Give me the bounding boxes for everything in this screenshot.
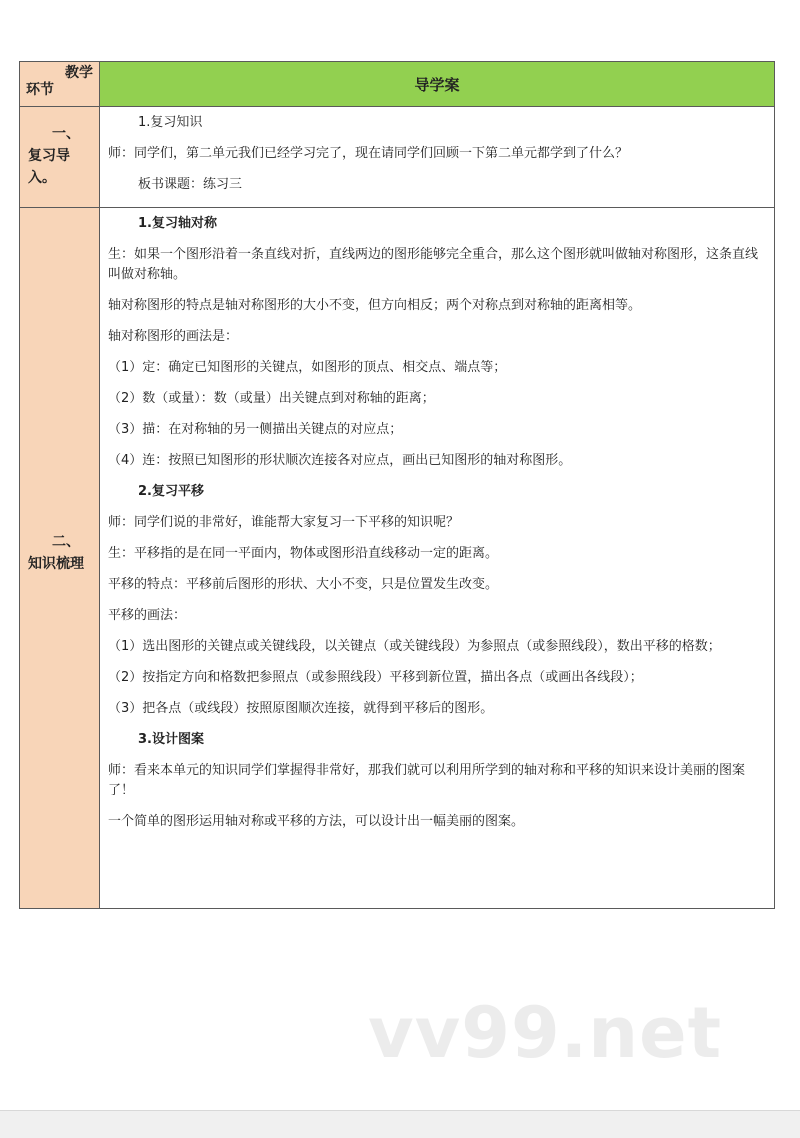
- section1-paragraph: 板书课题：练习三: [138, 177, 243, 192]
- section2-paragraph: 师：看来本单元的知识同学们掌握得非常好，那我们就可以利用所学到的轴对称和平移的知识来设计美丽的图案了！: [108, 763, 746, 798]
- subheading-translation: 2.复习平移: [138, 484, 204, 499]
- section2-paragraph: 师：同学们说的非常好，谁能帮大家复习一下平移的知识呢？: [108, 515, 460, 530]
- section2-label-cell: [20, 208, 100, 909]
- section1-heading: 1.复习知识: [138, 115, 203, 130]
- header-guide-title: 导学案: [100, 62, 775, 107]
- section2-paragraph: 生：平移指的是在同一平面内，物体或图形沿直线移动一定的距离。: [108, 546, 499, 561]
- section-knowledge-review-row: [20, 208, 775, 909]
- section2-number: 二、: [52, 534, 80, 550]
- section2-paragraph: 生：如果一个图形沿着一条直线对折，直线两边的图形能够完全重合，那么这个图形就叫做轴对称图形，这条直线叫做对称轴。: [108, 247, 759, 282]
- header-stage-cell: [20, 62, 100, 107]
- section1-label-cell: [20, 107, 100, 208]
- watermark-text: vv99.net: [368, 992, 723, 1074]
- section2-title: 知识梳理: [28, 556, 84, 572]
- section2-paragraph: （2）数（或量）：数（或量）出关键点到对称轴的距离；: [108, 391, 435, 406]
- section1-title-line1: 复习导: [28, 148, 70, 164]
- section2-paragraph: （3）把各点（或线段）按照原图顺次连接，就得到平移后的图形。: [108, 701, 494, 716]
- section2-paragraph: 轴对称图形的画法是：: [108, 329, 239, 344]
- section1-content: [100, 107, 775, 208]
- section2-content: [100, 208, 775, 909]
- section1-number: 一、: [52, 126, 80, 142]
- section2-paragraph: （1）选出图形的关键点或关键线段，以关键点（或关键线段）为参照点（或参照线段），数出平移的格数；: [108, 639, 721, 654]
- section2-paragraph: 轴对称图形的特点是轴对称图形的大小不变，但方向相反；两个对称点到对称轴的距离相等。: [108, 298, 642, 313]
- section2-paragraph: 平移的特点：平移前后图形的形状、大小不变，只是位置发生改变。: [108, 577, 499, 592]
- section-review-intro-row: [20, 107, 775, 208]
- header-row: [20, 62, 775, 107]
- section2-paragraph: （1）定：确定已知图形的关键点，如图形的顶点、相交点、端点等；: [108, 360, 507, 375]
- page-bottom-edge: [0, 1110, 800, 1138]
- lesson-plan-table: [19, 61, 775, 909]
- subheading-axial-symmetry: 1.复习轴对称: [138, 216, 217, 231]
- section1-paragraph: 师：同学们，第二单元我们已经学习完了，现在请同学们回顾一下第二单元都学到了什么？: [108, 146, 629, 161]
- section2-paragraph: （4）连：按照已知图形的形状顺次连接各对应点，画出已知图形的轴对称图形。: [108, 453, 572, 468]
- section2-paragraph: （2）按指定方向和格数把参照点（或参照线段）平移到新位置，描出各点（或画出各线段）；: [108, 670, 643, 685]
- header-stage-label-line1: 教学: [65, 65, 93, 81]
- header-stage-label-line2: 环节: [26, 82, 54, 98]
- section2-paragraph: 一个简单的图形运用轴对称或平移的方法，可以设计出一幅美丽的图案。: [108, 814, 525, 829]
- section2-paragraph: 平移的画法：: [108, 608, 187, 623]
- section2-paragraph: （3）描：在对称轴的另一侧描出关键点的对应点；: [108, 422, 403, 437]
- subheading-pattern-design: 3.设计图案: [138, 732, 204, 747]
- section1-title-line2: 入。: [28, 170, 56, 186]
